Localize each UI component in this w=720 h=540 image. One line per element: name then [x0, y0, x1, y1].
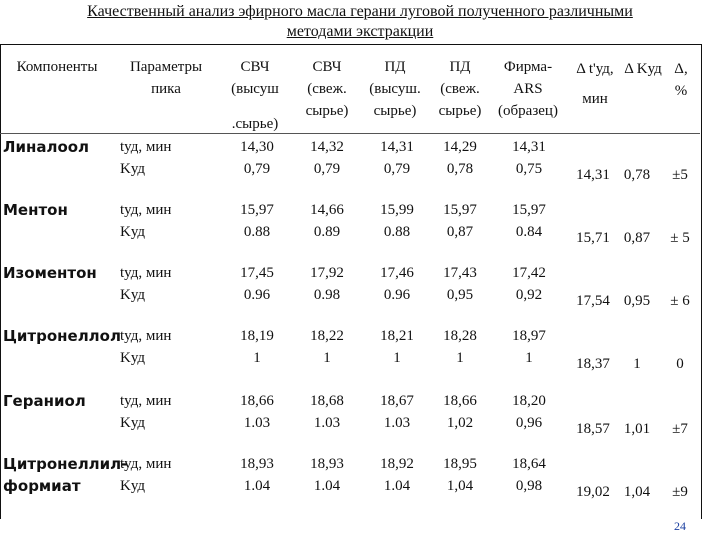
cell-k: 1.04: [313, 478, 341, 494]
cell-k: 1: [323, 350, 331, 366]
cell-delta-t: 18,37: [576, 356, 610, 372]
header-svch-dry-1: СВЧ: [240, 59, 270, 75]
cell-delta-t: 19,02: [576, 484, 610, 500]
cell-k: 1: [253, 350, 261, 366]
header-firm-2: ARS: [513, 81, 543, 97]
cell-k: 0.96: [243, 287, 271, 303]
cell-t: 15,99: [380, 202, 414, 218]
component-name: Цитронеллил-: [3, 455, 128, 473]
cell-k: 0,79: [313, 161, 341, 177]
cell-delta-k: 1: [633, 356, 641, 372]
header-firm-1: Фирма-: [503, 59, 553, 75]
header-pd-fresh-1: ПД: [449, 59, 471, 75]
cell-t: 18,21: [380, 328, 414, 344]
header-pd-fresh-2: (свеж.: [440, 81, 480, 97]
cell-k: 1,02: [446, 415, 474, 431]
cell-t: 18,20: [512, 393, 546, 409]
header-svch-fresh-1: СВЧ: [312, 59, 342, 75]
header-params-1: Параметры: [129, 59, 203, 75]
cell-delta-t: 14,31: [576, 167, 610, 183]
component-name: Ментон: [3, 201, 68, 219]
cell-t: 17,45: [240, 265, 274, 281]
cell-k: 0,98: [515, 478, 543, 494]
cell-k: 1.03: [383, 415, 411, 431]
cell-t: 18,66: [240, 393, 274, 409]
header-delta-pct-2: %: [674, 83, 688, 99]
cell-t: 18,19: [240, 328, 274, 344]
cell-delta-k: 0,87: [623, 230, 651, 246]
table-title-line-2: методами экстракции: [286, 23, 434, 40]
cell-k: 0,78: [446, 161, 474, 177]
header-svch-dry-3: .сырье): [231, 116, 279, 132]
cell-k: 0.88: [243, 224, 271, 240]
param-k-label: Kуд: [120, 415, 146, 431]
cell-k: 1.03: [313, 415, 341, 431]
header-params-2: пика: [151, 81, 181, 97]
cell-delta-t: 15,71: [576, 230, 610, 246]
cell-t: 18,66: [443, 393, 477, 409]
param-t-label: tуд, мин: [120, 456, 172, 472]
header-delta-k: Δ Kуд: [624, 61, 662, 77]
cell-t: 15,97: [443, 202, 477, 218]
header-pd-dry-3: сырье): [373, 103, 417, 119]
cell-k: 0.96: [383, 287, 411, 303]
cell-k: 0.88: [383, 224, 411, 240]
cell-t: 14,31: [512, 139, 546, 155]
cell-k: 0,75: [515, 161, 543, 177]
param-t-label: tуд, мин: [120, 328, 172, 344]
cell-t: 18,93: [310, 456, 344, 472]
cell-t: 14,31: [380, 139, 414, 155]
cell-t: 18,64: [512, 456, 546, 472]
cell-t: 18,93: [240, 456, 274, 472]
component-name: Изоментон: [3, 264, 97, 282]
header-delta-pct-1: Δ,: [674, 61, 688, 77]
cell-t: 15,97: [240, 202, 274, 218]
cell-delta-pct: ±5: [672, 167, 688, 183]
header-firm-3: (образец): [498, 103, 558, 119]
cell-k: 0.98: [313, 287, 341, 303]
param-t-label: tуд, мин: [120, 202, 172, 218]
cell-delta-k: 0,95: [623, 293, 651, 309]
cell-k: 1: [525, 350, 533, 366]
cell-delta-k: 0,78: [623, 167, 651, 183]
table-title-line-1: Качественный анализ эфирного масла герани луговой полученного различными: [87, 3, 633, 20]
component-name-cont: формиат: [3, 477, 81, 495]
cell-k: 0.84: [515, 224, 543, 240]
cell-t: 14,30: [240, 139, 274, 155]
param-k-label: Kуд: [120, 224, 146, 240]
header-pd-fresh-3: сырье): [438, 103, 482, 119]
cell-t: 18,95: [443, 456, 477, 472]
cell-t: 17,43: [443, 265, 477, 281]
cell-delta-pct: 0: [676, 356, 684, 372]
header-pd-dry-1: ПД: [384, 59, 406, 75]
header-delta-t-2: мин: [582, 91, 608, 107]
cell-t: 18,92: [380, 456, 414, 472]
cell-k: 0,92: [515, 287, 543, 303]
cell-k: 0.89: [313, 224, 341, 240]
cell-t: 18,67: [380, 393, 414, 409]
header-divider: [0, 133, 700, 134]
cell-delta-t: 18,57: [576, 421, 610, 437]
page-number: 24: [674, 519, 686, 533]
cell-t: 17,42: [512, 265, 546, 281]
cell-t: 17,46: [380, 265, 414, 281]
header-svch-fresh-2: (свеж.: [307, 81, 347, 97]
header-pd-dry-2: (высуш.: [369, 81, 421, 97]
cell-k: 0,96: [515, 415, 543, 431]
cell-k: 1: [456, 350, 464, 366]
cell-t: 14,29: [443, 139, 477, 155]
cell-t: 14,66: [310, 202, 344, 218]
param-t-label: tуд, мин: [120, 265, 172, 281]
cell-k: 0,87: [446, 224, 474, 240]
cell-k: 1.04: [383, 478, 411, 494]
cell-k: 0,95: [446, 287, 474, 303]
cell-t: 18,22: [310, 328, 344, 344]
cell-k: 0,79: [383, 161, 411, 177]
cell-t: 15,97: [512, 202, 546, 218]
component-name: Цитронеллол: [3, 327, 121, 345]
param-k-label: Kуд: [120, 287, 146, 303]
header-svch-dry-2: (высуш: [231, 81, 279, 97]
param-k-label: Kуд: [120, 478, 146, 494]
component-name: Линалоол: [3, 138, 90, 156]
cell-delta-pct: ± 5: [670, 230, 690, 246]
param-t-label: tуд, мин: [120, 393, 172, 409]
component-name: Гераниол: [3, 392, 86, 410]
cell-delta-pct: ± 6: [670, 293, 690, 309]
cell-delta-pct: ±7: [672, 421, 688, 437]
cell-delta-t: 17,54: [576, 293, 610, 309]
cell-k: 1,04: [446, 478, 474, 494]
header-delta-t-1: Δ t'уд,: [576, 61, 614, 77]
param-k-label: Kуд: [120, 350, 146, 366]
cell-delta-pct: ±9: [672, 484, 688, 500]
cell-t: 18,97: [512, 328, 546, 344]
param-t-label: tуд, мин: [120, 139, 172, 155]
cell-t: 18,68: [310, 393, 344, 409]
param-k-label: Kуд: [120, 161, 146, 177]
cell-k: 1: [393, 350, 401, 366]
header-components: Компоненты: [16, 59, 98, 75]
header-svch-fresh-3: сырье): [305, 103, 349, 119]
cell-k: 0,79: [243, 161, 271, 177]
cell-t: 18,28: [443, 328, 477, 344]
cell-k: 1.04: [243, 478, 271, 494]
cell-delta-k: 1,04: [623, 484, 651, 500]
cell-t: 17,92: [310, 265, 344, 281]
cell-t: 14,32: [310, 139, 344, 155]
cell-delta-k: 1,01: [623, 421, 651, 437]
cell-k: 1.03: [243, 415, 271, 431]
